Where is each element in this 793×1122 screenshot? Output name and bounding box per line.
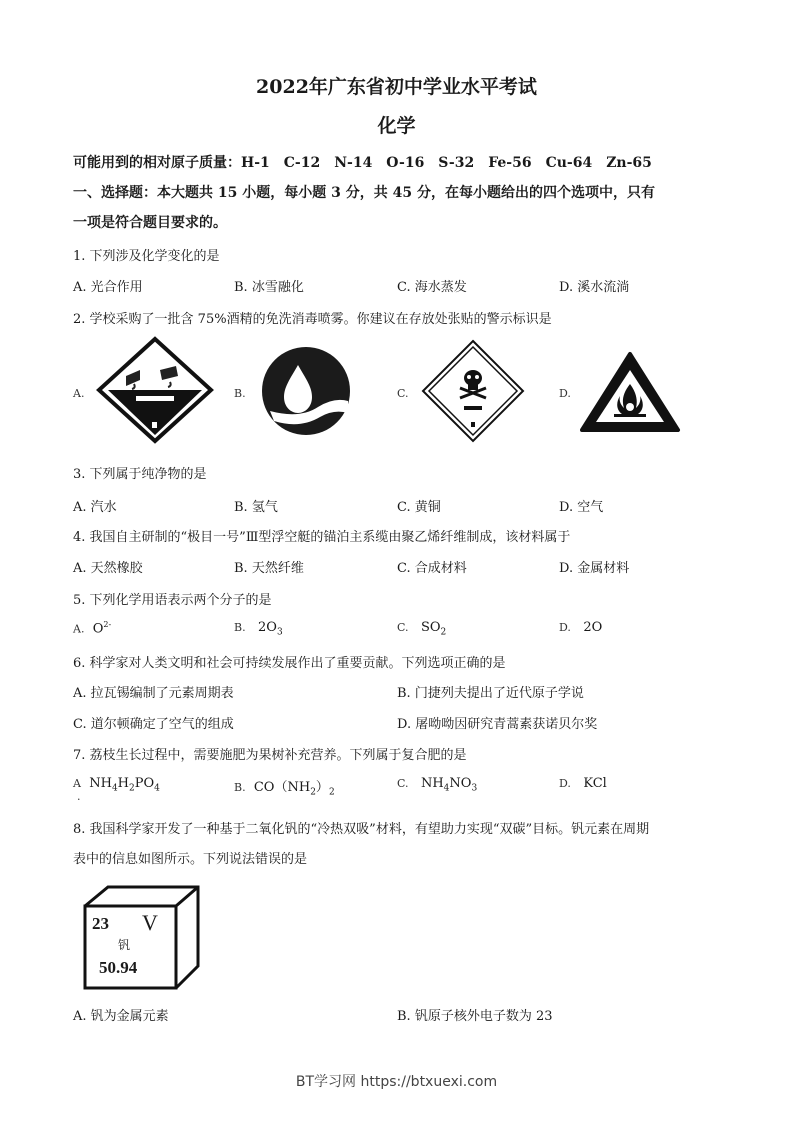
q8-option-b: B. 钒原子核外电子数为 23 [397,1009,553,1024]
q7-option-a: A $NH_4H_2PO_4$ [73,776,160,794]
q2-option-d-label: D. [559,387,571,400]
q8-option-a: A. 钒为金属元素 [73,1009,169,1024]
q2-option-c-label: C. [397,387,409,400]
q6-option-a: A. 拉瓦锡编制了元素周期表 [73,686,234,701]
water-drop-circle-icon [260,345,352,437]
q5-option-c: C. $SO_2$ [397,620,447,638]
element-symbol: V [142,910,158,935]
exam-subject: 化学 [377,115,416,137]
q5-option-d: D. 2O [559,620,603,635]
q6-stem: 6. 科学家对人类文明和社会可持续发展作出了重要贡献。下列选项正确的是 [73,656,506,671]
element-atomic-number: 23 [92,914,109,933]
footer-watermark: BT学习网 https://btxuexi.com [295,1074,498,1090]
q3-stem: 3. 下列属于纯净物的是 [73,467,207,482]
q5-stem: 5. 下列化学用语表示两个分子的是 [73,593,272,608]
element-name: 钒 [118,938,131,952]
q7-option-d: D. KCl [559,776,607,791]
q1-stem: 1. 下列涉及化学变化的是 [73,249,220,264]
q7-option-c: C. $NH_4NO_3$ [397,776,478,794]
section1-heading-line2: 一项是符合题目要求的。 [73,215,227,231]
q4-option-c: C. 合成材料 [397,561,467,576]
toxic-skull-hazard-icon [420,338,526,444]
q6-option-b: B. 门捷列夫提出了近代原子学说 [397,686,584,701]
q8-stem-line2: 表中的信息如图所示。下列说法错误的是 [73,852,308,867]
q7-option-b: B. $CO(NH_2)_2$ [234,780,335,798]
q7-stray-mark: . [77,790,81,803]
vanadium-element-cube [82,884,202,992]
q7-stem: 7. 荔枝生长过程中，需要施肥为果树补充营养。下列属于复合肥的是 [73,748,467,763]
exam-title: 2022年广东省初中学业水平考试 [256,76,537,98]
q4-option-b: B. 天然纤维 [234,561,304,576]
element-atomic-mass: 50.94 [99,958,138,977]
q1-option-c: C. 海水蒸发 [397,280,467,295]
q3-option-a: A. 汽水 [73,500,117,515]
q4-stem: 4. 我国自主研制的“极目一号”Ⅲ型浮空艇的锚泊主系缆由聚乙烯纤维制成，该材料属于 [73,530,571,545]
q4-option-a: A. 天然橡胶 [73,561,143,576]
q5-option-b: B. $2O_3$ [234,620,283,638]
q2-option-a-label: A. [73,387,85,400]
q3-option-b: B. 氢气 [234,500,278,515]
q8-stem-line1: 8. 我国科学家开发了一种基于二氧化钒的“冷热双吸”材料，有望助力实现“双碳”目标。钒元素在周期 [73,822,650,837]
atomic-mass-line: 可能用到的相对原子质量：H-1 C-12 N-14 O-16 S-32 Fe-56 Cu-64 Zn-65 [73,155,652,171]
q1-option-b: B. 冰雪融化 [234,280,304,295]
q3-option-d: D. 空气 [559,500,604,515]
q1-option-a: A. 光合作用 [73,280,143,295]
section1-heading-line1: 一、选择题：本大题共 15 小题，每小题 3 分，共 45 分，在每小题给出的四个选项中，只有 [73,185,655,201]
q1-option-d: D. 溪水流淌 [559,280,630,295]
q5-option-a: A. $O^{2-}$ [73,620,112,637]
q2-stem: 2. 学校采购了一批含 75%酒精的免洗消毒喷雾。你建议在存放处张贴的警示标识是 [73,312,552,327]
q2-option-b-label: B. [234,387,246,400]
q3-option-c: C. 黄铜 [397,500,441,515]
flammable-warning-triangle-icon [578,350,682,436]
q6-option-d: D. 屠呦呦因研究青蒿素获诺贝尔奖 [397,717,598,732]
corrosive-hazard-icon [96,336,214,444]
q6-option-c: C. 道尔顿确定了空气的组成 [73,717,234,732]
q4-option-d: D. 金属材料 [559,561,630,576]
